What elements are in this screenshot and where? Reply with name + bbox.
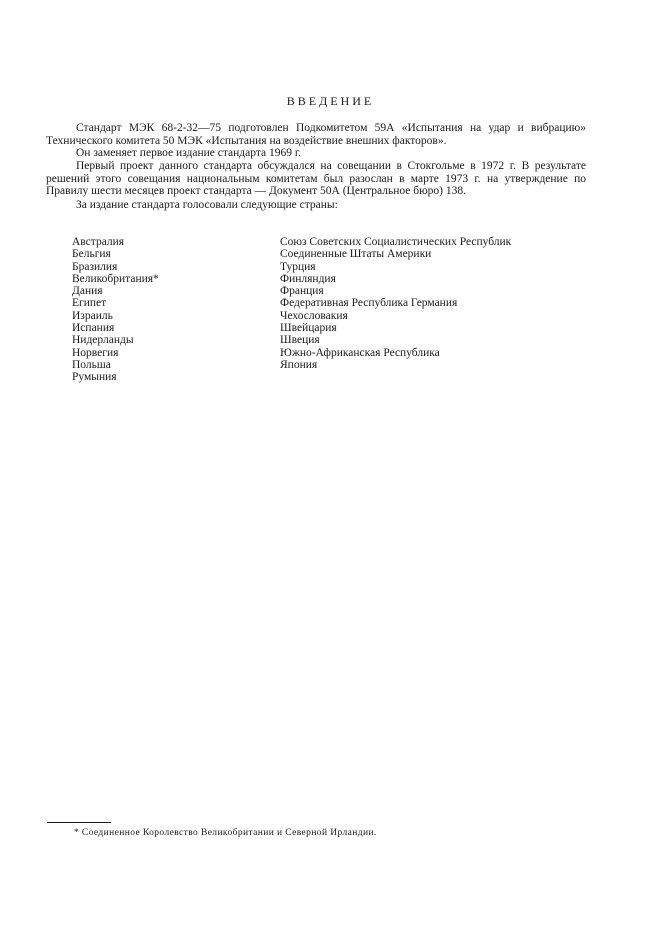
page-title: ВВЕДЕНИЕ bbox=[286, 94, 375, 108]
footnote: * Соединенное Королевство Великобритании и Северной Ирландии. bbox=[74, 828, 377, 838]
intro-paragraph-3: Первый проект данного стандарта обсуждался на совещании в Стокгольме в 1972 г. В результате решений этого совещания национальным комитетам был разослан в марте 1973 г. на утверждение по Правилу шести месяцев проект стандарта — Документ 50А (Центральное бюро) 138. bbox=[46, 160, 586, 197]
country-item: Дания bbox=[72, 285, 103, 298]
country-item: Испания bbox=[72, 322, 115, 335]
country-item: Норвегия bbox=[72, 346, 119, 359]
country-item: Соединенные Штаты Америки bbox=[280, 248, 432, 261]
countries-left-column bbox=[72, 236, 159, 384]
footnote-divider bbox=[47, 822, 111, 823]
country-item: Австралия bbox=[72, 236, 125, 248]
intro-paragraph-4: За издание стандарта голосовали следующие страны: bbox=[76, 199, 338, 211]
intro-paragraph-1: Стандарт МЭК 68-2-32—75 подготовлен Подкомитетом 59А «Испытания на удар и вибрацию» Технического комитета 50 МЭК «Испытания на воздействие внешних факторов». bbox=[46, 122, 586, 147]
country-item: Федеративная Республика Германия bbox=[280, 297, 458, 310]
country-item: Великобритания* bbox=[72, 272, 159, 285]
country-item: Египет bbox=[72, 297, 107, 310]
country-item: Чехословакия bbox=[280, 309, 348, 322]
country-item: Швейцария bbox=[280, 322, 337, 335]
country-item: Союз Советских Социалистических Республик bbox=[280, 236, 512, 248]
country-item: Бразилия bbox=[72, 260, 118, 273]
country-item: Япония bbox=[280, 358, 318, 371]
country-item: Франция bbox=[280, 285, 324, 298]
country-item: Южно-Африканская Республика bbox=[280, 346, 440, 359]
country-item: Швеция bbox=[280, 334, 320, 347]
country-item: Польша bbox=[72, 358, 111, 371]
country-item: Румыния bbox=[72, 371, 117, 384]
country-item: Нидерланды bbox=[72, 334, 134, 347]
country-item: Финляндия bbox=[280, 272, 336, 285]
country-item: Турция bbox=[280, 260, 316, 273]
countries-right-column bbox=[280, 236, 511, 371]
country-item: Бельгия bbox=[72, 248, 111, 261]
country-item: Израиль bbox=[72, 309, 113, 322]
intro-paragraph-2: Он заменяет первое издание стандарта 1969 г. bbox=[76, 147, 302, 159]
